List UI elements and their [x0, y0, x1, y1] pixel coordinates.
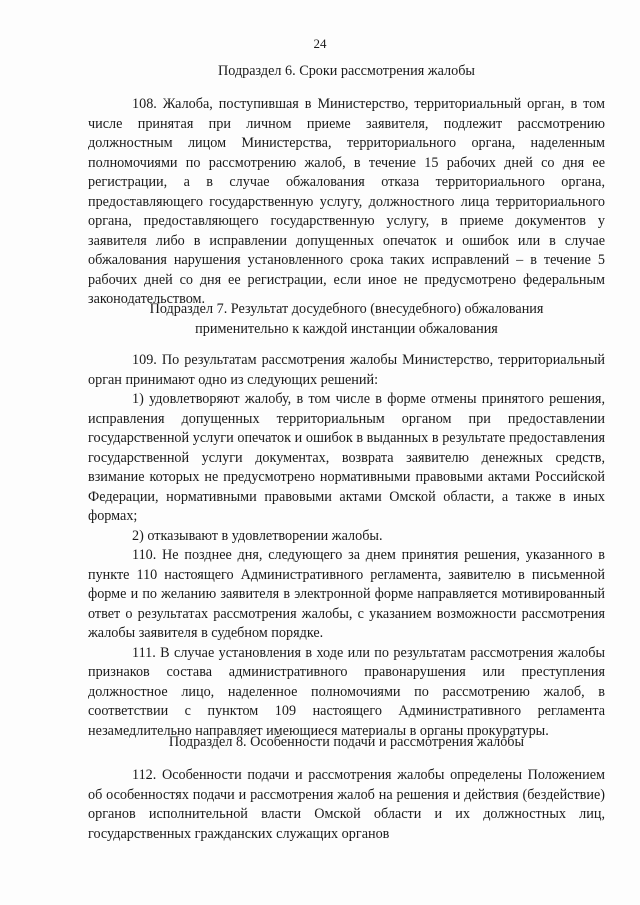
paragraph-112: 112. Особенности подачи и рассмотрения жалобы определены Положением об особенностях подачи и рассмотрения жалоб на решения и действия (бездействие) органов исполнительной власти Омской области и их должностных лиц, государственных гражданских служащих органов — [88, 767, 605, 842]
section-7 — [88, 300, 605, 339]
paragraph-109: 109. По результатам рассмотрения жалобы Министерство, территориальный орган принимают одно из следующих решений: — [88, 352, 605, 388]
section-heading: Подраздел 8. Особенности подачи и рассмотрения жалобы — [168, 734, 525, 750]
section-8 — [88, 733, 605, 753]
section-7-body — [88, 351, 605, 741]
paragraph-110: 110. Не позднее дня, следующего за днем принятия решения, указанного в пункте 110 настоящего Административного регламента, заявителю в письменной форме и по желанию заявителя в электронной форме направляется мотивированный ответ о результатах рассмотрения жалобы, с указанием возможности рассмотрения жалобы заявителя в судебном порядке. — [88, 547, 605, 641]
section-8-body — [88, 766, 605, 844]
section-6 — [88, 62, 605, 82]
section-heading: Подраздел 7. Результат досудебного (внесудебного) обжалования — [149, 301, 544, 317]
section-6-body — [88, 95, 605, 310]
paragraph-109-item-1: 1) удовлетворяют жалобу, в том числе в форме отмены принятого решения, исправления допущенных территориальным органом при предоставлении государственной услуги опечаток и ошибок в выданных в результате предоставления государственной услуги документах, возврата заявителю денежных средств, взимание которых не предусмотрено нормативными правовыми актами Российской Федерации, нормативными правовыми актами Омской области, а также в иных формах; — [88, 391, 605, 524]
paragraph-111: 111. В случае установления в ходе или по результатам рассмотрения жалобы признаков состава административного правонарушения или преступления должностное лицо, наделенное полномочиями по рассмотрению жалоб, в соответствии с пунктом 109 настоящего Административного регламента незамедлительно направляет имеющиеся материалы в органы прокуратуры. — [88, 644, 605, 739]
section-heading-line-2: применительно к каждой инстанции обжалования — [195, 320, 498, 337]
paragraph-108: 108. Жалоба, поступившая в Министерство, территориальный орган, в том числе принятая при личном приеме заявителя, подлежит рассмотрению должностным лицом Министерства, территориального органа, наделенным полномочиями по рассмотрению жалоб, в течение 15 рабочих дней со дня ее регистрации, а в случае обжалования отказа территориального органа, предоставляющего государственную услугу, должностного лица территориального органа, предоставляющего государственную услугу, в приеме документов у заявителя либо в исправлении допущенных опечаток и ошибок или в случае обжалования нарушения установленного срока таких исправлений – в течение 5 рабочих дней со дня ее регистрации, если иное не предусмотрено федеральным законодательством. — [88, 96, 605, 307]
page-number: 24 — [313, 36, 327, 51]
paragraph-109-item-2: 2) отказывают в удовлетворении жалобы. — [132, 527, 383, 544]
section-heading: Подраздел 6. Сроки рассмотрения жалобы — [218, 63, 475, 79]
